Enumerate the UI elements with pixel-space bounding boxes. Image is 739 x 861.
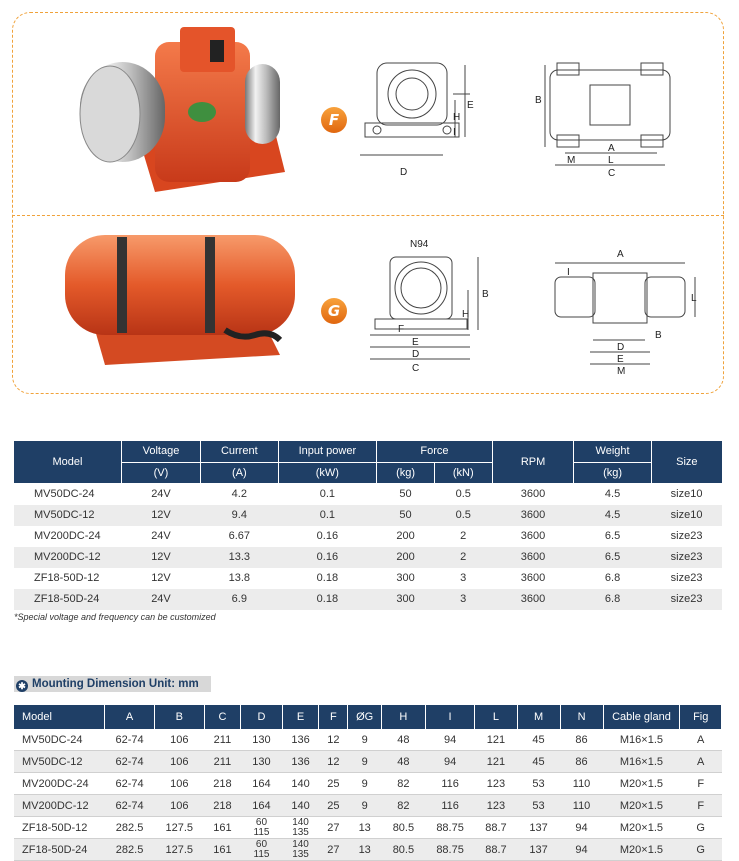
dim-cell: 130	[241, 729, 282, 751]
dim-header: H	[382, 705, 426, 729]
dim-cell: M16×1.5	[603, 751, 680, 773]
th-weight: Weight	[574, 441, 651, 462]
fig-g-label-n94: N94	[410, 239, 429, 250]
dim-cell: M20×1.5	[603, 817, 680, 839]
spec-row	[14, 526, 722, 547]
th-voltage-unit: (V)	[121, 462, 200, 483]
dim-cell: 110	[560, 773, 603, 795]
fig-g-label-e2: E	[617, 354, 624, 365]
dim-cell: 106	[154, 773, 204, 795]
th-force-kg: (kg)	[377, 462, 435, 483]
spec-cell: 3	[434, 589, 492, 610]
dim-header: Cable gland	[603, 705, 680, 729]
mounting-dimension-title	[14, 676, 211, 692]
dim-cell: 86	[560, 751, 603, 773]
dim-cell: 82	[382, 795, 426, 817]
dim-row	[14, 795, 722, 817]
th-weight-unit: (kg)	[574, 462, 651, 483]
dim-header: Fig	[680, 705, 722, 729]
dim-cell: 161	[204, 817, 241, 839]
spec-row	[14, 568, 722, 589]
dim-cell: 116	[425, 795, 475, 817]
spec-cell-model: ZF18-50D-24	[14, 589, 121, 610]
dim-cell: 94	[425, 751, 475, 773]
dim-header: D	[241, 705, 282, 729]
spec-cell: 6.5	[574, 547, 651, 568]
dim-cell: F	[680, 795, 722, 817]
dim-cell: 116	[425, 773, 475, 795]
th-current: Current	[201, 441, 278, 462]
fig-g-top-drawing	[545, 245, 705, 375]
dim-cell: 110	[560, 795, 603, 817]
dim-cell: 45	[517, 751, 560, 773]
spec-cell-model: MV50DC-12	[14, 505, 121, 526]
dim-header: C	[204, 705, 241, 729]
th-voltage: Voltage	[121, 441, 200, 462]
dim-row	[14, 839, 722, 861]
fig-g-label-m: M	[617, 366, 626, 375]
dim-cell: 137	[517, 817, 560, 839]
fig-f-label-m: M	[567, 155, 576, 166]
dim-cell: 25	[319, 773, 348, 795]
dim-cell	[241, 839, 282, 861]
th-power-unit: (kW)	[278, 462, 377, 483]
spec-cell: size10	[651, 483, 722, 505]
fig-g-label-l: L	[691, 293, 697, 304]
dim-cell: 62-74	[105, 773, 155, 795]
spec-cell-model: MV50DC-24	[14, 483, 121, 505]
spec-cell-model: ZF18-50D-12	[14, 568, 121, 589]
dim-cell: 121	[475, 729, 517, 751]
spec-cell: 3600	[492, 547, 574, 568]
spec-cell: 300	[377, 568, 435, 589]
spec-cell: 0.18	[278, 568, 377, 589]
spec-cell: 200	[377, 526, 435, 547]
dim-cell: A	[680, 751, 722, 773]
dim-cell: 140	[282, 795, 319, 817]
dim-cell: 9	[348, 751, 382, 773]
th-current-unit: (A)	[201, 462, 278, 483]
spec-cell: 6.8	[574, 589, 651, 610]
dim-row	[14, 773, 722, 795]
badge-g: G	[321, 298, 347, 324]
fig-f-side-drawing	[355, 45, 485, 185]
spec-cell: 24V	[121, 589, 200, 610]
fig-f-label-h: H	[453, 112, 461, 123]
dim-cell: 13	[348, 817, 382, 839]
dim-cell: 62-74	[105, 729, 155, 751]
spec-cell: 0.5	[434, 505, 492, 526]
fig-g-label-a: A	[617, 249, 624, 260]
spec-cell: 0.1	[278, 505, 377, 526]
vibration-motor-f-image	[60, 22, 290, 202]
dim-cell: 164	[241, 795, 282, 817]
dim-cell: 127.5	[154, 817, 204, 839]
spec-cell: 3600	[492, 483, 574, 505]
dim-header: ØG	[348, 705, 382, 729]
dim-cell-model: MV200DC-24	[14, 773, 105, 795]
dim-cell: G	[680, 839, 722, 861]
dim-cell: 136	[282, 751, 319, 773]
dim-cell-model: ZF18-50D-12	[14, 817, 105, 839]
fig-g-label-e: E	[412, 337, 419, 348]
dim-stacked-value: 60 115	[253, 816, 270, 838]
dim-header: F	[319, 705, 348, 729]
fig-f-label-a: A	[608, 143, 615, 154]
spec-cell: 300	[377, 589, 435, 610]
dim-header: Model	[14, 705, 105, 729]
spec-cell: size23	[651, 547, 722, 568]
spec-cell: 6.8	[574, 568, 651, 589]
snowflake-icon: ✱	[16, 680, 28, 692]
dim-cell: 53	[517, 795, 560, 817]
spec-cell: 0.1	[278, 483, 377, 505]
spec-row	[14, 589, 722, 610]
dim-cell: M20×1.5	[603, 839, 680, 861]
dim-cell: 94	[560, 839, 603, 861]
panel-divider	[12, 215, 724, 216]
dim-cell: 62-74	[105, 751, 155, 773]
dim-cell: 53	[517, 773, 560, 795]
custom-note: *Special voltage and frequency can be customized	[14, 612, 216, 622]
dim-header: I	[425, 705, 475, 729]
dim-stacked-value: 140 135	[292, 838, 309, 860]
dim-cell: 80.5	[382, 839, 426, 861]
spec-cell: 50	[377, 505, 435, 526]
dim-cell: 218	[204, 773, 241, 795]
spec-cell: size10	[651, 505, 722, 526]
dim-cell: 127.5	[154, 839, 204, 861]
dim-cell: 218	[204, 795, 241, 817]
dimension-table	[14, 705, 722, 861]
dim-cell: 121	[475, 751, 517, 773]
dim-cell-model: MV50DC-24	[14, 729, 105, 751]
spec-cell: 4.2	[201, 483, 278, 505]
dim-cell: 9	[348, 729, 382, 751]
dim-cell: 88.75	[425, 839, 475, 861]
dim-cell: 94	[425, 729, 475, 751]
spec-cell: 2	[434, 547, 492, 568]
dim-cell: M20×1.5	[603, 795, 680, 817]
dim-cell: 106	[154, 795, 204, 817]
spec-cell: 12V	[121, 547, 200, 568]
dim-header: L	[475, 705, 517, 729]
spec-cell: 9.4	[201, 505, 278, 526]
dim-cell: 27	[319, 839, 348, 861]
dim-cell: F	[680, 773, 722, 795]
th-rpm: RPM	[492, 441, 574, 483]
dim-cell: 25	[319, 795, 348, 817]
mounting-dimension-label: Mounting Dimension Unit: mm	[32, 678, 199, 690]
spec-cell: 0.5	[434, 483, 492, 505]
dim-cell: 48	[382, 729, 426, 751]
fig-g-label-d: D	[412, 349, 420, 360]
fig-g-label-h: H	[462, 309, 470, 320]
fig-g-label-b: B	[482, 289, 489, 300]
dim-cell	[282, 839, 319, 861]
dim-cell: 106	[154, 729, 204, 751]
dim-cell: 13	[348, 839, 382, 861]
th-input-power: Input power	[278, 441, 377, 462]
dim-cell: 27	[319, 817, 348, 839]
dim-header: B	[154, 705, 204, 729]
fig-g-label-f: F	[398, 324, 405, 335]
spec-cell: 3600	[492, 589, 574, 610]
dim-cell: 161	[204, 839, 241, 861]
spec-cell: size23	[651, 589, 722, 610]
dim-cell: 130	[241, 751, 282, 773]
spec-cell: 0.16	[278, 526, 377, 547]
dim-cell: 12	[319, 729, 348, 751]
dim-cell: 140	[282, 773, 319, 795]
dim-cell-model: MV50DC-12	[14, 751, 105, 773]
spec-cell: 3	[434, 568, 492, 589]
spec-cell: 2	[434, 526, 492, 547]
spec-cell: 13.3	[201, 547, 278, 568]
fig-f-label-i: I	[453, 127, 456, 138]
th-force-kn: (kN)	[434, 462, 492, 483]
dim-cell: G	[680, 817, 722, 839]
dim-header: E	[282, 705, 319, 729]
dim-stacked-value: 60 115	[253, 838, 270, 860]
spec-cell: 3600	[492, 505, 574, 526]
dim-cell-model: MV200DC-12	[14, 795, 105, 817]
dim-cell: 164	[241, 773, 282, 795]
dim-cell: 123	[475, 773, 517, 795]
th-model: Model	[14, 441, 121, 483]
fig-f-label-l: L	[608, 155, 614, 166]
th-force: Force	[377, 441, 492, 462]
spec-row	[14, 505, 722, 526]
dim-cell: 88.75	[425, 817, 475, 839]
dim-cell: 80.5	[382, 817, 426, 839]
dim-row	[14, 817, 722, 839]
dim-cell: 211	[204, 751, 241, 773]
spec-cell: 4.5	[574, 505, 651, 526]
spec-cell: 200	[377, 547, 435, 568]
spec-cell: size23	[651, 526, 722, 547]
dim-cell: 62-74	[105, 795, 155, 817]
spec-cell: 0.18	[278, 589, 377, 610]
spec-cell: 3600	[492, 526, 574, 547]
spec-row	[14, 483, 722, 505]
fig-f-label-c: C	[608, 168, 616, 179]
spec-cell: 13.8	[201, 568, 278, 589]
fig-g-label-c: C	[412, 363, 420, 374]
dim-row	[14, 751, 722, 773]
dim-cell	[282, 817, 319, 839]
dim-header: M	[517, 705, 560, 729]
spec-cell: 6.9	[201, 589, 278, 610]
dim-cell: 82	[382, 773, 426, 795]
spec-table	[14, 441, 722, 610]
spec-cell: 6.67	[201, 526, 278, 547]
dim-cell: 282.5	[105, 817, 155, 839]
badge-f: F	[321, 107, 347, 133]
dim-cell: M20×1.5	[603, 773, 680, 795]
spec-cell: 4.5	[574, 483, 651, 505]
fig-f-label-d: D	[400, 167, 408, 178]
spec-cell: size23	[651, 568, 722, 589]
spec-cell: 24V	[121, 483, 200, 505]
dim-cell: 86	[560, 729, 603, 751]
dim-stacked-value: 140 135	[292, 816, 309, 838]
spec-cell: 50	[377, 483, 435, 505]
fig-g-label-d2: D	[617, 342, 625, 353]
dim-cell: M16×1.5	[603, 729, 680, 751]
dim-cell: 9	[348, 773, 382, 795]
dim-header: N	[560, 705, 603, 729]
vibration-motor-g-image	[55, 225, 305, 375]
dim-cell: 123	[475, 795, 517, 817]
dim-cell: 282.5	[105, 839, 155, 861]
dim-cell: 88.7	[475, 839, 517, 861]
dim-cell: 211	[204, 729, 241, 751]
dim-cell: 9	[348, 795, 382, 817]
spec-cell: 6.5	[574, 526, 651, 547]
fig-f-top-drawing	[535, 55, 695, 180]
dim-cell: 88.7	[475, 817, 517, 839]
dim-cell: 48	[382, 751, 426, 773]
spec-cell-model: MV200DC-24	[14, 526, 121, 547]
fig-g-side-drawing	[350, 235, 500, 375]
spec-cell: 24V	[121, 526, 200, 547]
dim-cell: 136	[282, 729, 319, 751]
dim-row	[14, 729, 722, 751]
dim-cell-model: ZF18-50D-24	[14, 839, 105, 861]
dim-cell	[241, 817, 282, 839]
dim-cell: A	[680, 729, 722, 751]
dim-cell: 106	[154, 751, 204, 773]
spec-cell: 3600	[492, 568, 574, 589]
fig-g-label-b2: B	[655, 330, 662, 341]
spec-row	[14, 547, 722, 568]
fig-g-label-i: I	[567, 267, 570, 278]
fig-f-label-e: E	[467, 100, 474, 111]
th-size: Size	[651, 441, 722, 483]
spec-cell: 0.16	[278, 547, 377, 568]
spec-cell: 12V	[121, 568, 200, 589]
spec-cell-model: MV200DC-12	[14, 547, 121, 568]
dim-header: A	[105, 705, 155, 729]
dim-cell: 94	[560, 817, 603, 839]
dim-cell: 45	[517, 729, 560, 751]
spec-cell: 12V	[121, 505, 200, 526]
dim-cell: 137	[517, 839, 560, 861]
fig-f-label-b: B	[535, 95, 542, 106]
dim-cell: 12	[319, 751, 348, 773]
